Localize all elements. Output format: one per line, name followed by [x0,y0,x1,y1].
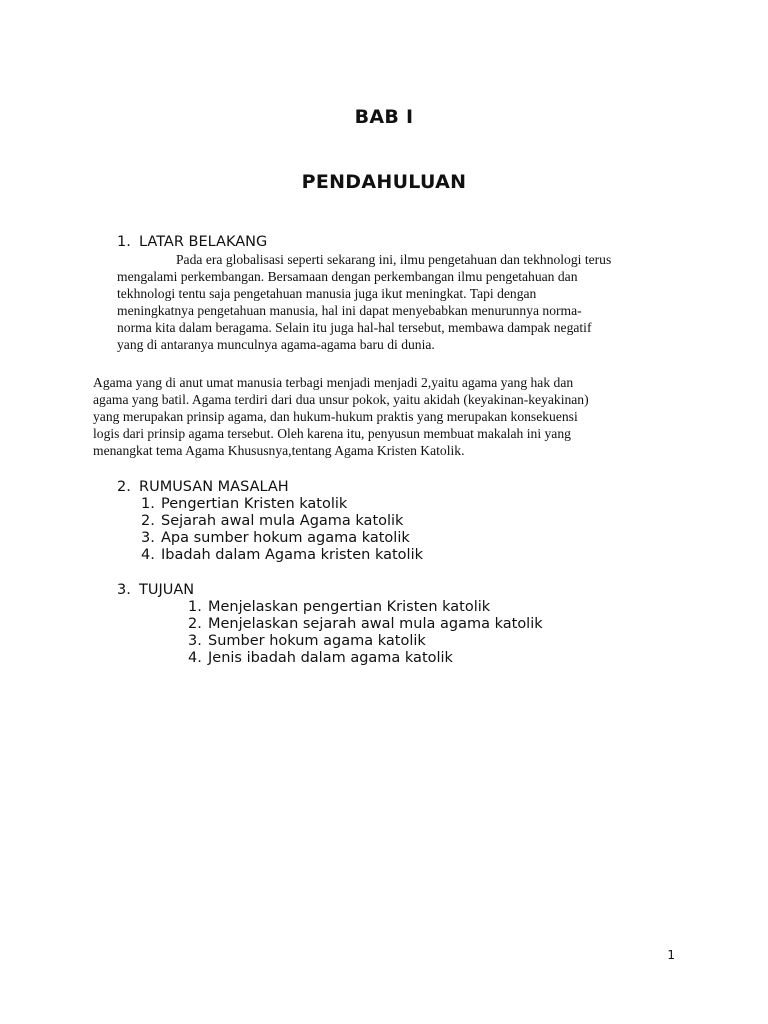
list-item [188,633,543,650]
religion-paragraph [93,374,589,459]
list-item [188,650,543,667]
list-item [141,513,423,530]
section-title: LATAR BELAKANG [139,234,268,250]
list-item-number: 1. [188,599,202,615]
list-item-number: 4. [188,650,202,666]
paragraph-line: meningkatnya pengetahuan manusia, hal ini dapat menyebabkan menurunnya norma- [117,303,582,318]
list-item-number: 2. [188,616,202,632]
section-number: 1. [117,234,131,250]
list-item-text: Menjelaskan pengertian Kristen katolik [208,599,491,615]
chapter-title: PENDAHULUAN [301,171,467,193]
list-item-number: 2. [141,513,155,529]
list-item-number: 3. [141,530,155,546]
paragraph-line: menangkat tema Agama Khususnya,tentang Agama Kristen Katolik. [93,443,465,458]
paragraph-line: Agama yang di anut umat manusia terbagi menjadi menjadi 2,yaitu agama yang hak dan [93,375,574,390]
list-item-text: Menjelaskan sejarah awal mula agama katolik [208,616,543,632]
section-title: RUMUSAN MASALAH [139,479,289,495]
section-number: 2. [117,479,131,495]
paragraph-line: yang merupakan prinsip agama, dan hukum-hukum praktis yang merupakan konsekuensi [93,409,578,424]
paragraph-line: tekhnologi tentu saja pengetahuan manusia juga ikut meningkat. Tapi dengan [117,286,537,301]
list-item-number: 3. [188,633,202,649]
background-paragraph [117,251,611,353]
chapter-label: BAB I [354,106,414,128]
section-heading-latar-belakang [117,234,267,250]
paragraph-line: norma kita dalam beragama. Selain itu juga hal-hal tersebut, membawa dampak negatif [117,320,592,335]
section-heading-tujuan [117,582,194,598]
objective-list [188,599,543,667]
list-item [141,547,423,564]
paragraph-line: yang di antaranya munculnya agama-agama baru di dunia. [117,337,435,352]
section-title: TUJUAN [139,582,195,598]
section-number: 3. [117,582,131,598]
page-number: 1 [667,948,675,962]
section-heading-rumusan-masalah [117,479,289,495]
paragraph-line: Pada era globalisasi seperti sekarang ini, ilmu pengetahuan dan tekhnologi terus [176,252,612,267]
list-item-text: Apa sumber hokum agama katolik [161,530,410,546]
paragraph-line: mengalami perkembangan. Bersamaan dengan perkembangan ilmu pengetahuan dan [117,269,578,284]
list-item-number: 4. [141,547,155,563]
list-item-text: Sumber hokum agama katolik [208,633,426,649]
list-item-text: Ibadah dalam Agama kristen katolik [161,547,424,563]
list-item-number: 1. [141,496,155,512]
list-item [188,616,543,633]
paragraph-line: logis dari prinsip agama tersebut. Oleh karena itu, penyusun membuat makalah ini yang [93,426,571,441]
list-item-text: Sejarah awal mula Agama katolik [161,513,404,529]
list-item [141,496,423,513]
list-item-text: Jenis ibadah dalam agama katolik [208,650,453,666]
problem-list [141,496,423,564]
list-item [188,599,543,616]
list-item-text: Pengertian Kristen katolik [161,496,348,512]
paragraph-line: agama yang batil. Agama terdiri dari dua unsur pokok, yaitu akidah (keyakinan-keyakinan) [93,392,589,407]
list-item [141,530,423,547]
